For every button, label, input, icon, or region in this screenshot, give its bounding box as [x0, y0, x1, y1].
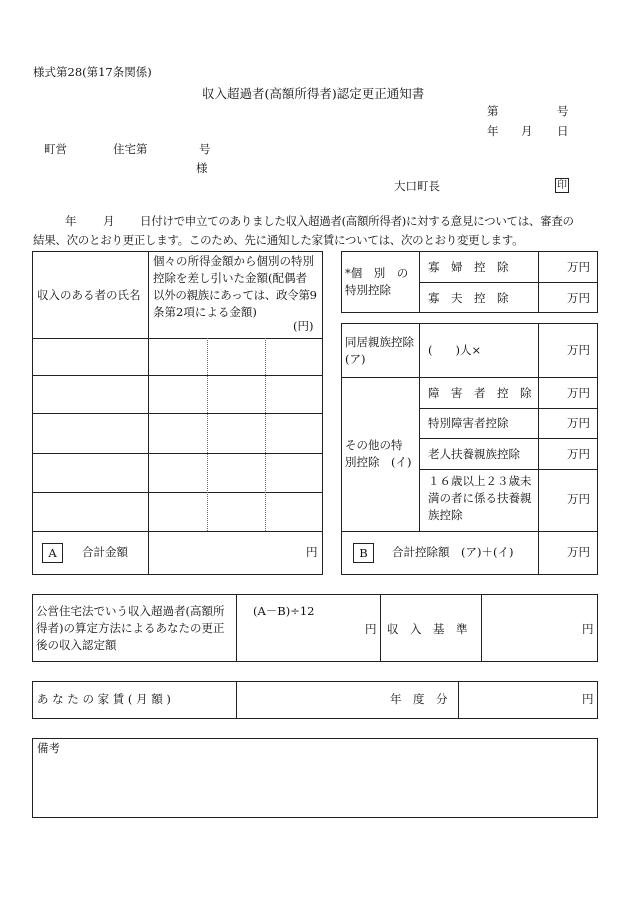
total-a-unit: 円	[306, 545, 318, 559]
income-recognition-line-1: 公営住宅法でいう収入超過者(高額所	[36, 604, 225, 618]
youth-deduction-line-3: 族控除	[428, 508, 463, 522]
income-recognition-line-3: 後の収入認定額	[36, 638, 117, 652]
seal-mark: 印	[557, 180, 567, 191]
youth-deduction-line-2: 満の者に係る扶養親	[428, 491, 532, 505]
total-b-label: 合計控除額 (ア)＋(イ)	[392, 545, 514, 559]
body-month: 月	[103, 214, 115, 228]
remarks-label: 備考	[37, 741, 60, 755]
rent-label: あ な た の 家 賃 ( 月 額 )	[37, 692, 171, 706]
youth-deduction-line-1: １６歳以上２３歳未	[428, 474, 532, 488]
total-a-marker: A	[42, 543, 63, 563]
cohabiting-unit: 万円	[567, 343, 590, 357]
recipient-honorific: 様	[196, 161, 208, 175]
special-label-line-2: 特別控除	[345, 283, 391, 297]
rent-year-label: 年 度 分	[390, 692, 448, 706]
income-formula: (A－B)÷12	[253, 604, 315, 618]
special-label-line-1: *個 別 の	[345, 266, 409, 280]
widow-unit: 万円	[567, 260, 590, 274]
cohabiting-count: ( )人×	[428, 343, 482, 357]
body-line-1: 日付けで申立てのありました収入超過者(高額所得者)に対する意見については、審査の	[140, 214, 574, 228]
body-year: 年	[65, 214, 77, 228]
number-suffix: 号	[557, 104, 569, 118]
income-header-line-1: 個々の所得金額から個別の特別	[153, 254, 314, 268]
income-header-line-3: 以外の親族にあっては、政令第9	[153, 288, 317, 302]
recipient-housing: 住宅第	[113, 142, 148, 156]
date-year: 年	[487, 124, 499, 138]
total-b-marker: B	[353, 543, 374, 563]
income-standard-label: 収 入 基 準	[387, 622, 468, 636]
body-line-2: 結果、次のとおり更正します。このため、先に通知した家賃については、次のとおり変更します。	[33, 233, 524, 247]
earner-name-header: 収入のある者の氏名	[37, 288, 141, 302]
number-prefix: 第	[487, 104, 499, 118]
document-title: 収入超過者(高額所得者)認定更正通知書	[202, 86, 425, 101]
income-header-line-4: 条第2項による金額)	[153, 305, 257, 319]
income-header-line-2: 控除を差し引いた金額(配偶者	[153, 271, 307, 285]
income-recognition-line-2: 得者)の算定方法によるあなたの更正	[36, 621, 225, 635]
other-deduction-line-2: 別控除 (イ)	[345, 455, 412, 469]
cohabiting-deduction-label: 同居親族控除	[345, 335, 414, 349]
widow-deduction: 寡 婦 控 除	[428, 260, 509, 274]
special-disabled-unit: 万円	[567, 416, 590, 430]
recipient-town: 町営	[44, 142, 67, 156]
form-number: 様式第28(第17条関係)	[33, 65, 152, 79]
elderly-deduction: 老人扶養親族控除	[428, 447, 520, 461]
date-day: 日	[557, 124, 569, 138]
income-standard-unit: 円	[582, 622, 594, 636]
issuer: 大口町長	[394, 179, 440, 193]
recipient-number: 号	[199, 142, 211, 156]
date-month: 月	[521, 124, 533, 138]
cohabiting-deduction-mark: (ア)	[345, 352, 366, 366]
widower-deduction: 寡 夫 控 除	[428, 291, 509, 305]
other-deduction-line-1: その他の特	[345, 438, 403, 452]
special-disabled-deduction: 特別障害者控除	[428, 416, 509, 430]
total-b-unit: 万円	[567, 545, 590, 559]
disabled-unit: 万円	[567, 386, 590, 400]
widower-unit: 万円	[567, 291, 590, 305]
income-unit: 円	[365, 622, 377, 636]
rent-unit: 円	[582, 692, 594, 706]
youth-unit: 万円	[567, 492, 590, 506]
disabled-deduction: 障 害 者 控 除	[428, 386, 532, 400]
income-header-unit: (円)	[293, 319, 314, 333]
total-a-label: 合計金額	[82, 545, 128, 559]
elderly-unit: 万円	[567, 447, 590, 461]
